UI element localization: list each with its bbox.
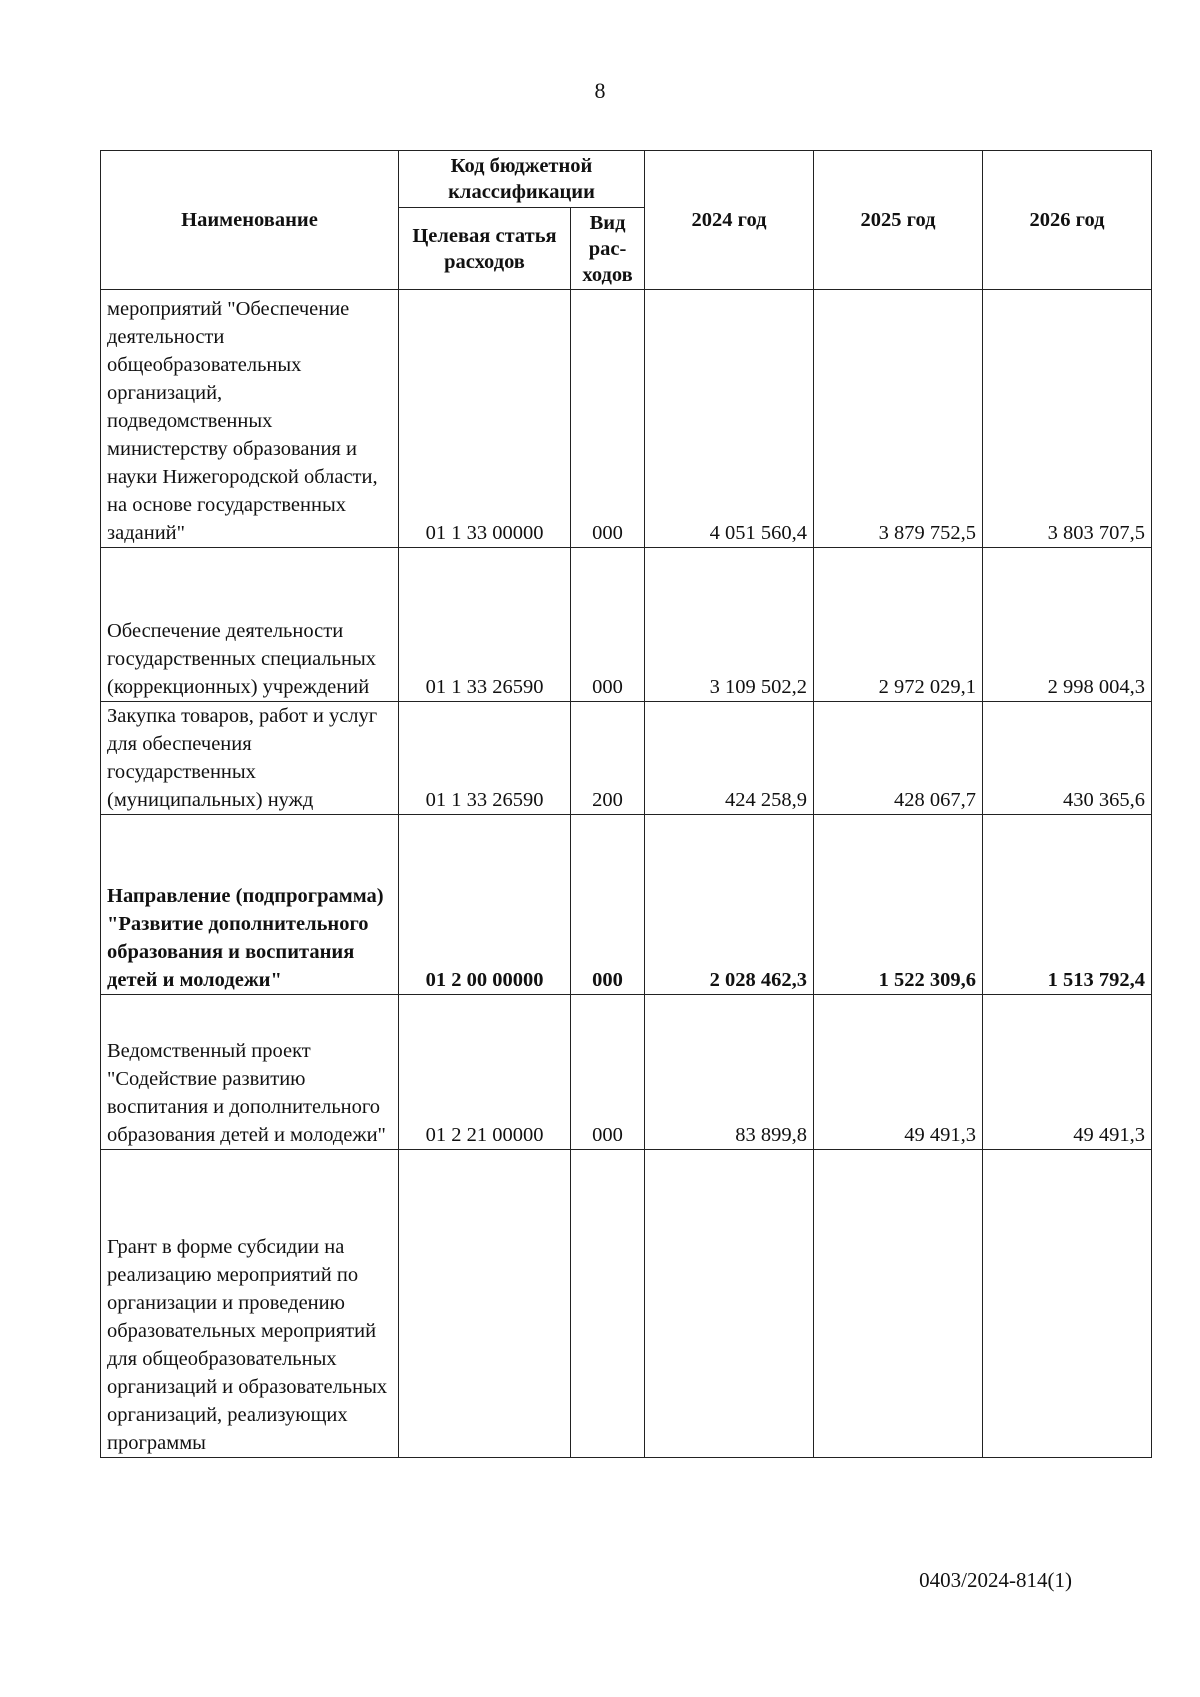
cell-name: мероприятий "Обеспечение деятельности общеобразовательных организаций, подведомственных министерству образования и науки Нижегородской области, на основе государственных заданий" [101, 290, 399, 548]
cell-name: Направление (подпрограмма) "Развитие дополнительного образования и воспитания детей и молодежи" [101, 815, 399, 995]
cell-2024: 3 109 502,2 [645, 548, 814, 702]
cell-expense-type: 000 [571, 548, 645, 702]
cell-name: Обеспечение деятельности государственных специальных (коррекционных) учреждений [101, 548, 399, 702]
cell-2025: 49 491,3 [814, 995, 983, 1150]
cell-2024: 4 051 560,4 [645, 290, 814, 548]
cell-target-article: 01 1 33 26590 [399, 702, 571, 815]
table-row [101, 548, 1152, 702]
header-name: Наименование [101, 151, 399, 290]
header-code-group: Код бюджетной классификации [399, 151, 645, 208]
cell-2026: 430 365,6 [983, 702, 1152, 815]
cell-target-article: 01 2 21 00000 [399, 995, 571, 1150]
cell-target-article: 01 1 33 00000 [399, 290, 571, 548]
cell-2026 [983, 1150, 1152, 1458]
cell-expense-type: 000 [571, 815, 645, 995]
cell-target-article: 01 1 33 26590 [399, 548, 571, 702]
budget-table [100, 150, 1152, 1458]
cell-expense-type: 000 [571, 290, 645, 548]
cell-2026: 1 513 792,4 [983, 815, 1152, 995]
cell-target-article [399, 1150, 571, 1458]
cell-2026: 49 491,3 [983, 995, 1152, 1150]
table-header [101, 151, 1152, 290]
cell-2024: 83 899,8 [645, 995, 814, 1150]
cell-2024: 2 028 462,3 [645, 815, 814, 995]
table-row [101, 815, 1152, 995]
document-code: 0403/2024-814(1) [919, 1568, 1072, 1592]
cell-2024: 424 258,9 [645, 702, 814, 815]
cell-expense-type [571, 1150, 645, 1458]
cell-expense-type: 200 [571, 702, 645, 815]
cell-target-article: 01 2 00 00000 [399, 815, 571, 995]
cell-name: Закупка товаров, работ и услуг для обеспечения государственных (муниципальных) нужд [101, 702, 399, 815]
cell-expense-type: 000 [571, 995, 645, 1150]
cell-2025: 3 879 752,5 [814, 290, 983, 548]
header-expense-type: Вид рас- ходов [571, 208, 645, 290]
table-row [101, 995, 1152, 1150]
table-row [101, 702, 1152, 815]
page-number: 8 [594, 78, 606, 103]
cell-2025 [814, 1150, 983, 1458]
table-row [101, 290, 1152, 548]
table-body [101, 290, 1152, 1458]
cell-2025: 2 972 029,1 [814, 548, 983, 702]
header-2025: 2025 год [814, 151, 983, 290]
table-row [101, 1150, 1152, 1458]
header-target-article: Целевая статья расходов [399, 208, 571, 290]
cell-2025: 1 522 309,6 [814, 815, 983, 995]
cell-2026: 2 998 004,3 [983, 548, 1152, 702]
cell-name: Грант в форме субсидии на реализацию мероприятий по организации и проведению образовательных мероприятий для общеобразовательных организаций и образовательных организаций, реализующих программы [101, 1150, 399, 1458]
cell-2026: 3 803 707,5 [983, 290, 1152, 548]
header-2024: 2024 год [645, 151, 814, 290]
header-2026: 2026 год [983, 151, 1152, 290]
cell-2025: 428 067,7 [814, 702, 983, 815]
cell-name: Ведомственный проект "Содействие развитию воспитания и дополнительного образования детей и молодежи" [101, 995, 399, 1150]
cell-2024 [645, 1150, 814, 1458]
